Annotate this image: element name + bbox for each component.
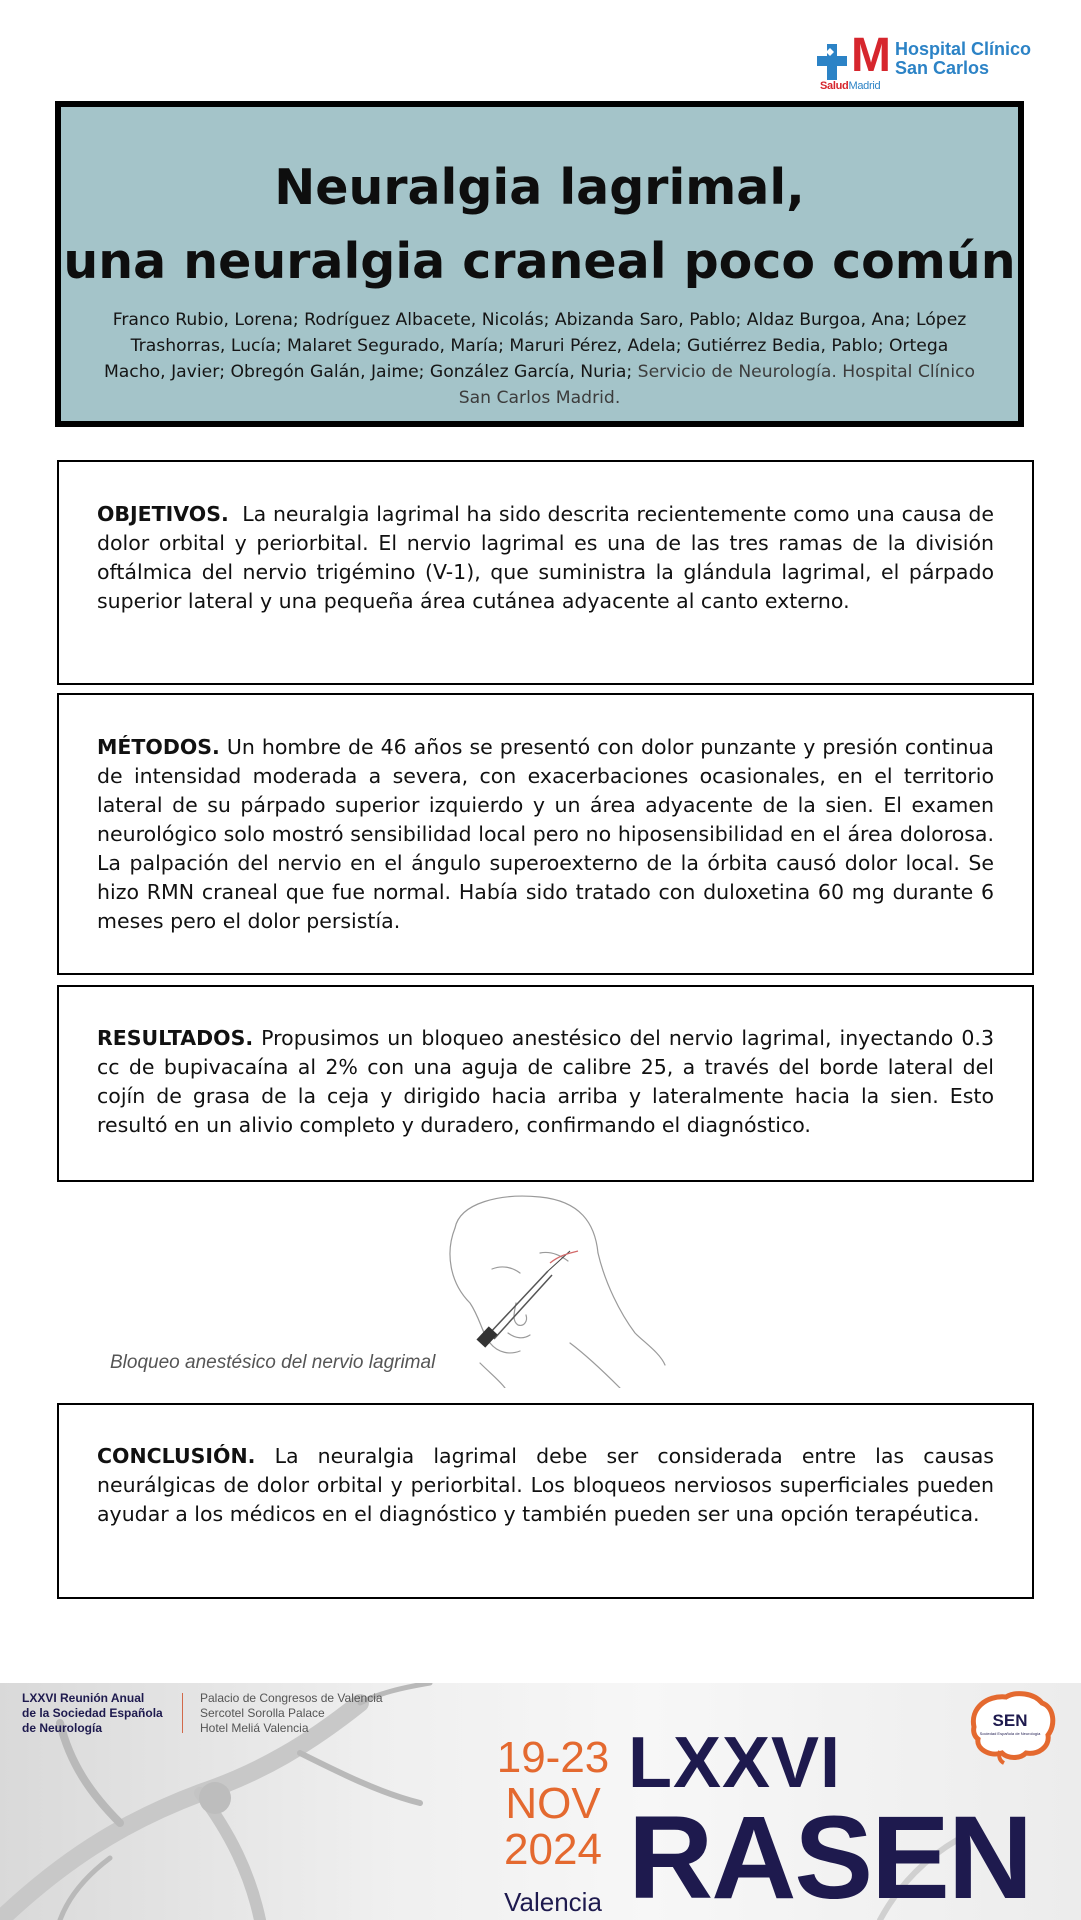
dates-days: 19-23 [496, 1733, 610, 1782]
title-line-2: una neuralgia craneal poco común [63, 233, 1016, 290]
objetivos-paragraph [97, 500, 994, 616]
title-line-1: Neuralgia lagrimal, [274, 159, 805, 216]
congress-banner [0, 1683, 1081, 1920]
sen-brain-logo-icon [964, 1689, 1056, 1765]
congress-dates [478, 1735, 628, 1873]
medical-cross-icon [817, 40, 847, 84]
objetivos-text: La neuralgia lagrimal ha sido descrita recientemente como una causa de dolor orbital y periorbital. El nervio lagrimal es una de las tres ramas de la división oftálmica del nervio trigémino (V-1), que suministra la glándula lagrimal, el párpado superior lateral y una pequeña área cutánea adyacente al canto externo. [97, 502, 994, 613]
hospital-name [895, 40, 1031, 78]
meeting-line-2: de la Sociedad Española [22, 1706, 163, 1720]
section-objetivos [57, 460, 1034, 685]
nerve-block-illustration [420, 1193, 670, 1388]
venues [200, 1691, 383, 1736]
dates-month: NOV [505, 1779, 601, 1828]
sen-logo-subtext: Sociedad Española de Neurología [979, 1731, 1041, 1736]
sen-logo-text: SEN [992, 1711, 1028, 1730]
venue-1: Palacio de Congresos de Valencia [200, 1691, 383, 1705]
footer-divider [182, 1693, 183, 1733]
affiliation: Servicio de Neurología. Hospital Clínico San Carlos Madrid. [458, 362, 976, 408]
poster-title [61, 151, 1018, 299]
conclusion-paragraph [97, 1442, 994, 1529]
hospital-name-line2: San Carlos [895, 58, 990, 78]
resultados-paragraph [97, 1024, 994, 1140]
conclusion-text: La neuralgia lagrimal debe ser considerada entre las causas neurálgicas de dolor orbital y periorbital. Los bloqueos nerviosos superficiales pueden ayudar a los médicos en el diagnóstico y también pueden ser una opción terapéutica. [97, 1444, 994, 1526]
metodos-paragraph [97, 733, 994, 936]
salud-madrid-label [820, 80, 880, 92]
section-resultados [57, 985, 1034, 1182]
edition-roman-numeral: LXXVI [628, 1723, 842, 1803]
conclusion-label: CONCLUSIÓN. [97, 1444, 256, 1468]
meeting-line-1: LXXVI Reunión Anual [22, 1691, 145, 1705]
madrid-label: Madrid [848, 80, 881, 92]
section-metodos [57, 693, 1034, 975]
objetivos-label: OBJETIVOS. [97, 502, 229, 526]
salud-label: Salud [820, 80, 849, 92]
resultados-text: Propusimos un bloqueo anestésico del nervio lagrimal, inyectando 0.3 cc de bupivacaína al 2% con una aguja de calibre 25, a través del borde lateral del cojín de grasa de la ceja y dirigido hacia arriba y lateralmente hacia la sien. Esto resultó en un alivio completo y duradero, confirmando el diagnóstico. [97, 1026, 994, 1137]
hospital-logo [817, 29, 1032, 96]
author-list: Franco Rubio, Lorena; Rodríguez Albacete, Nicolás; Abizanda Saro, Pablo; Aldaz Burgoa, Ana; López Trashorras, Lucía; Malaret Segurado, María; Maruri Pérez, Adela; Gutiérrez Bedia, Pablo; Ortega Macho, Javier; Obregón Galán, Jaime; González García, Nuria; [103, 310, 967, 382]
congress-city: Valencia [504, 1887, 602, 1917]
resultados-label: RESULTADOS. [97, 1026, 254, 1050]
hospital-name-line1: Hospital Clínico [895, 39, 1032, 59]
meeting-line-3: de Neurología [22, 1721, 103, 1735]
metodos-text: Un hombre de 46 años se presentó con dolor punzante y presión continua de intensidad moderada a severa, con exacerbaciones ocasionales, en el territorio lateral de su párpado superior izquierdo y un área adyacente de la sien. El examen neurológico solo mostró sensibilidad local pero no hiposensibilidad en el área dolorosa. La palpación del nervio en el ángulo superoexterno de la órbita causó dolor local. Se hizo RMN craneal que fue normal. Había sido tratado con duloxetina 60 mg durante 6 meses pero el dolor persistía. [97, 735, 994, 933]
meeting-name [22, 1691, 163, 1736]
dates-year: 2024 [504, 1825, 602, 1874]
venue-3: Hotel Meliá Valencia [200, 1721, 309, 1735]
authors [101, 307, 978, 411]
hospital-logo-m: M [851, 29, 891, 82]
section-conclusion [57, 1403, 1034, 1599]
figure-caption: Bloqueo anestésico del nervio lagrimal [110, 1352, 436, 1373]
metodos-label: MÉTODOS. [97, 735, 220, 759]
title-box [55, 101, 1024, 427]
rasen-wordmark: RASEN [628, 1792, 1032, 1920]
venue-2: Sercotel Sorolla Palace [200, 1706, 325, 1720]
